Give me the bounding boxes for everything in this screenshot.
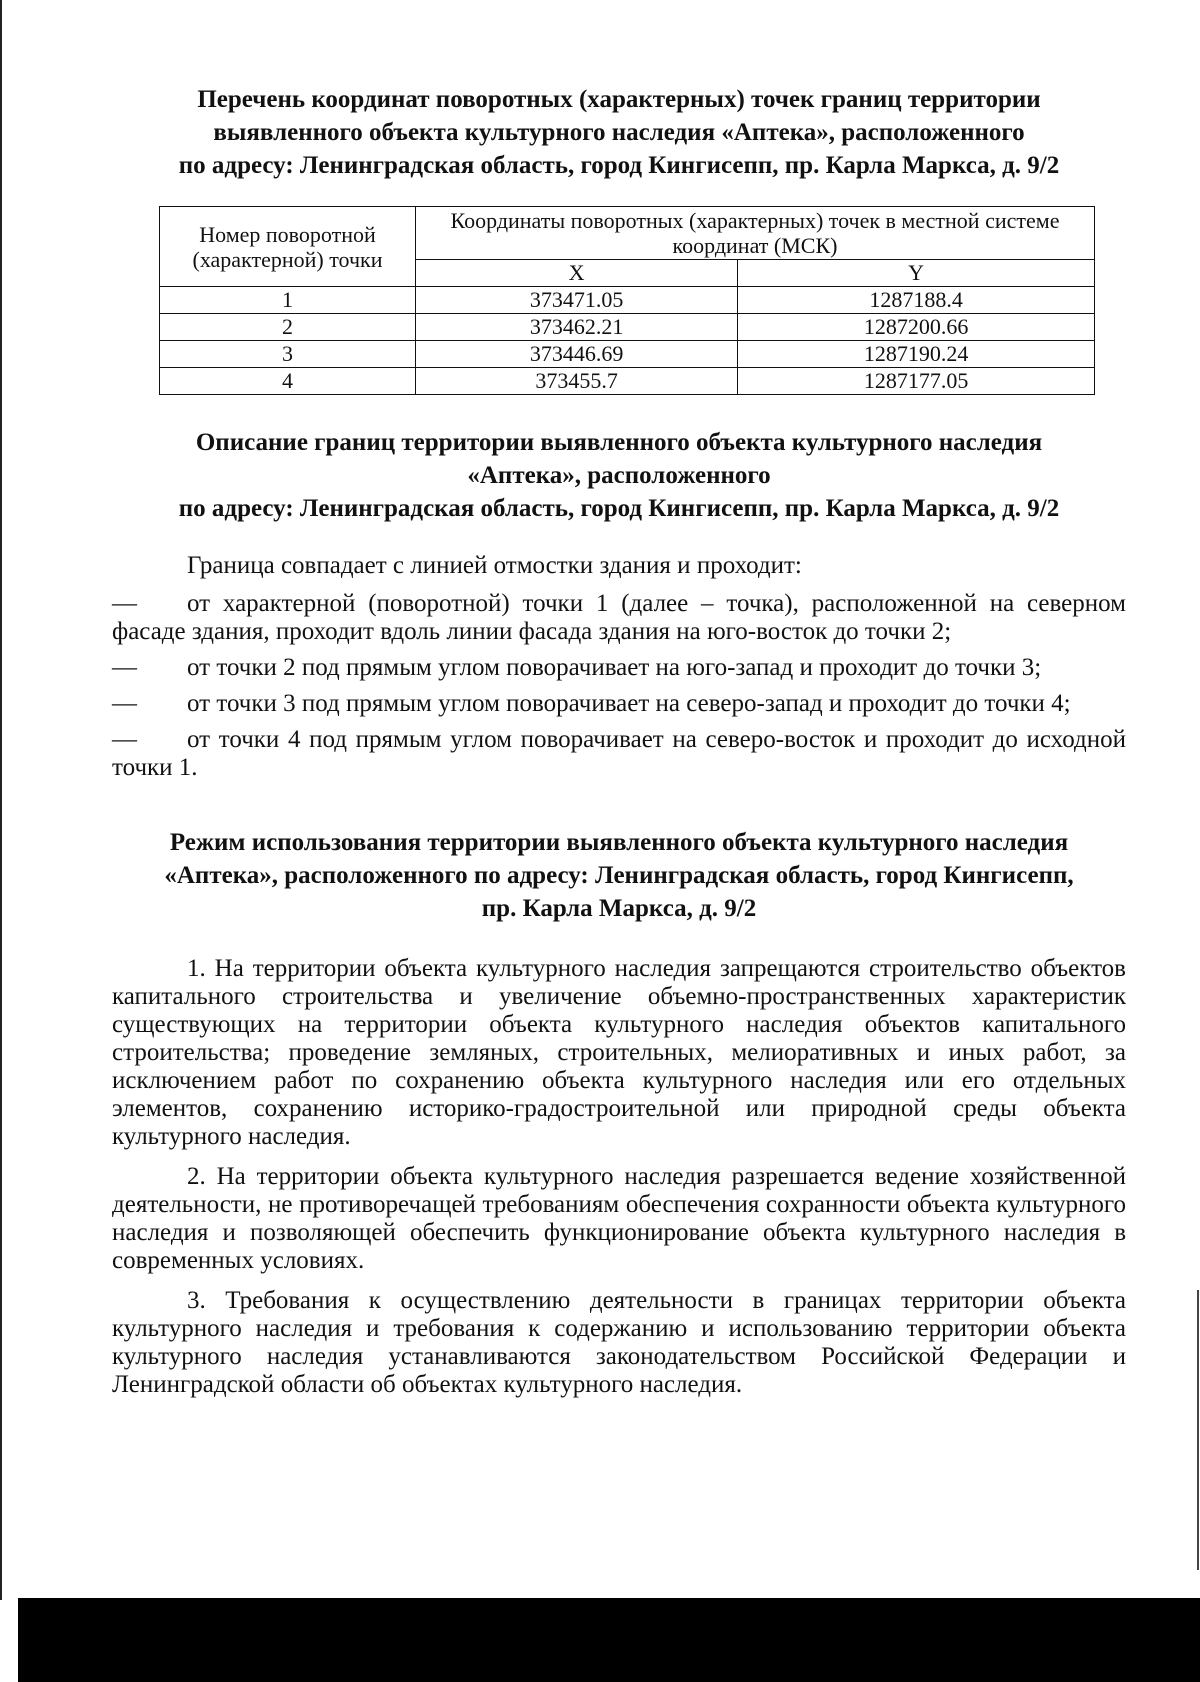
point-x: 373462.21 [416,314,738,341]
boundary-item [112,654,1126,682]
header-coordinates: Координаты поворотных (характерных) точек в местной системе координат (МСК) [416,207,1095,260]
table-row [160,341,1095,368]
regime-paragraph: 2. На территории объекта культурного наследия разрешается ведение хозяйственной деятельности, не противоречащей требованиям обеспечения сохранности объекта культурного наследия и позволяющей обеспечить функционирование объекта культурного наследия в современных условиях. [112,1163,1126,1274]
point-number: 4 [160,368,416,395]
point-x: 373471.05 [416,287,738,314]
regime-title-line-1: Режим использования территории выявленного объекта культурного наследия [169,829,1069,856]
coordinates-title-line-3: по адресу: Ленинградская область, город Кингисепп, пр. Карла Маркса, д. 9/2 [178,152,1060,179]
header-y: Y [738,260,1095,287]
dash-marker: — [112,590,137,617]
point-y: 1287177.05 [738,368,1095,395]
regime-paragraph: 1. На территории объекта культурного наследия запрещаются строительство объектов капитального строительства и увеличение объемно-пространственных характеристик существующих на территории объекта культурного наследия объектов капитального строительства; проведение земляных, строительных, мелиоративных и иных работ, за исключением работ по сохранению объекта культурного наследия или его отдельных элементов, сохранению историко-градостроительной или природной среды объекта культурного наследия. [112,955,1126,1150]
regime-title [112,826,1126,925]
coordinates-title-line-2: выявленного объекта культурного наследия «Аптека», расположенного [213,119,1025,146]
header-x: X [416,260,738,287]
regime-title-line-2: «Аптека», расположенного по адресу: Ленинградская область, город Кингисепп, [164,862,1074,889]
boundary-item-text: от точки 2 под прямым углом поворачивает на юго-запад и проходит до точки 3; [187,654,1042,681]
point-y: 1287190.24 [738,341,1095,368]
boundary-item [112,590,1126,646]
table-header-row [160,207,1095,260]
page-left-edge [0,0,2,1600]
regime-title-line-3: пр. Карла Маркса, д. 9/2 [481,895,757,922]
coordinates-table [159,206,1095,395]
boundary-title-line-3: по адресу: Ленинградская область, город Кингисепп, пр. Карла Маркса, д. 9/2 [178,495,1060,522]
document-page [112,78,1126,1399]
boundary-item-text: от характерной (поворотной) точки 1 (далее – точка), расположенной на северном фасаде здания, проходит вдоль линии фасада здания на юго-восток до точки 2; [112,590,1126,645]
boundary-title-line-1: Описание границ территории выявленного объекта культурного наследия [195,429,1043,456]
dash-marker: — [112,726,137,753]
header-point-number: Номер поворотной (характерной) точки [160,207,416,287]
table-row [160,287,1095,314]
boundary-item-text: от точки 4 под прямым углом поворачивает на северо-восток и проходит до исходной точки 1. [112,726,1126,781]
boundary-item [112,726,1126,782]
point-number: 3 [160,341,416,368]
table-row [160,314,1095,341]
boundary-item-text: от точки 3 под прямым углом поворачивает на северо-запад и проходит до точки 4; [187,690,1071,717]
point-y: 1287188.4 [738,287,1095,314]
dash-marker: — [112,690,137,717]
point-y: 1287200.66 [738,314,1095,341]
boundary-title [112,426,1126,525]
point-number: 1 [160,287,416,314]
scan-black-bar [18,1598,1200,1682]
table-row [160,368,1095,395]
page-right-edge [1197,1290,1199,1570]
coordinates-title [112,83,1126,182]
dash-marker: — [112,654,137,681]
boundary-title-line-2: «Аптека», расположенного [467,462,771,489]
regime-paragraph: 3. Требования к осуществлению деятельности в границах территории объекта культурного наследия и требования к содержанию и использованию территории объекта культурного наследия устанавливаются законодательством Российской Федерации и Ленинградской области об объектах культурного наследия. [112,1287,1126,1398]
boundary-intro: Граница совпадает с линией отмостки здания и проходит: [187,552,802,579]
coordinates-title-line-1: Перечень координат поворотных (характерных) точек границ территории [197,86,1041,113]
boundary-item [112,690,1126,718]
point-number: 2 [160,314,416,341]
point-x: 373446.69 [416,341,738,368]
point-x: 373455.7 [416,368,738,395]
